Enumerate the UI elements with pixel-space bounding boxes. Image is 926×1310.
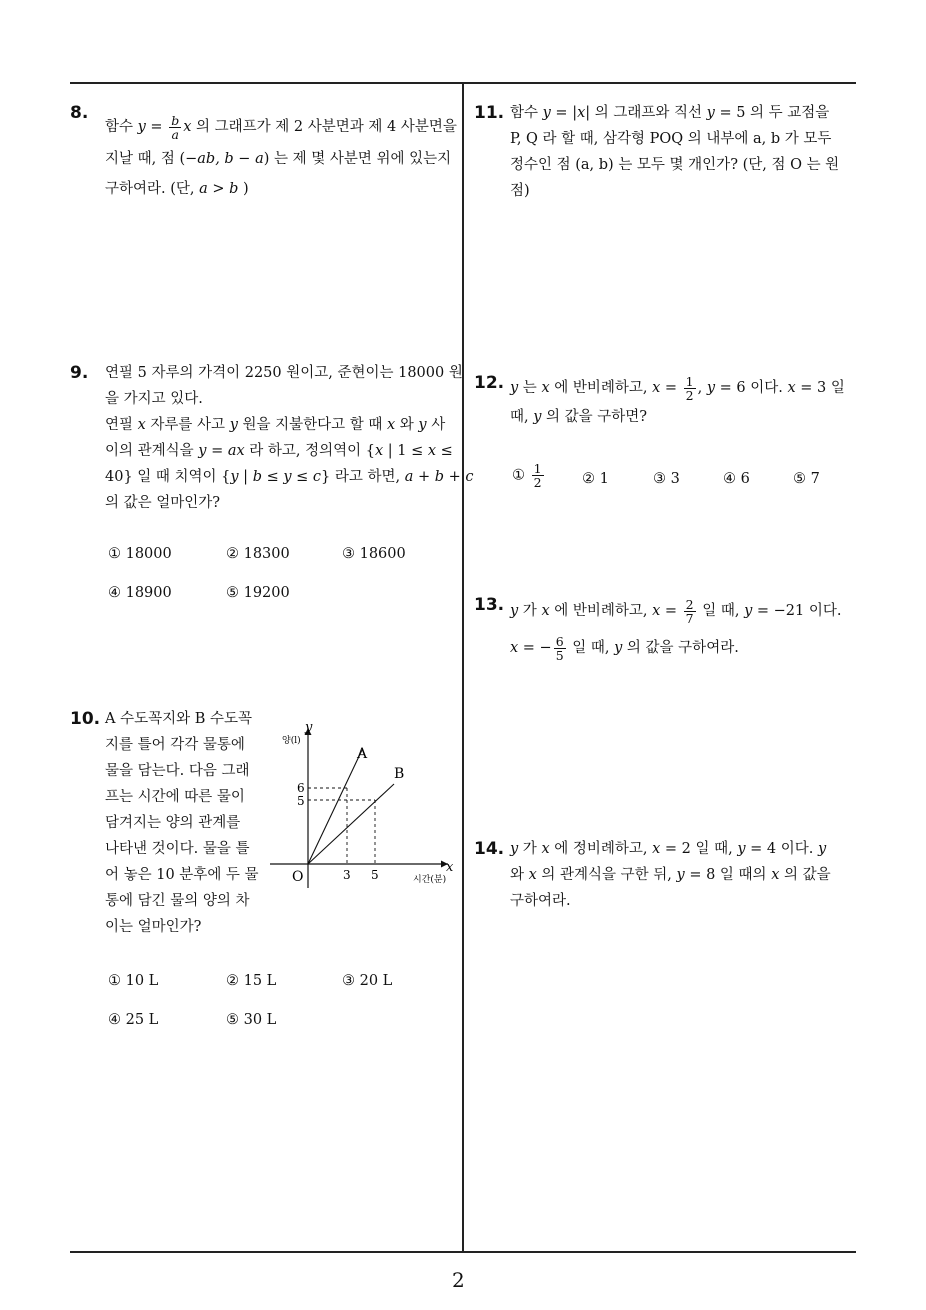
option-2[interactable]: ② 15 L: [226, 973, 277, 989]
x-tick-5: 5: [371, 868, 379, 882]
question-number: 10.: [70, 709, 101, 729]
y-tick-6: 6: [297, 781, 305, 795]
y-unit-label: 양(l): [282, 736, 301, 746]
question-number: 8.: [70, 103, 89, 123]
y-axis-label: y: [305, 720, 313, 735]
line-a-label: A: [357, 746, 368, 762]
x-tick-3: 3: [343, 868, 351, 882]
line-a: [308, 750, 362, 864]
option-5[interactable]: ⑤ 30 L: [226, 1012, 277, 1028]
option-5[interactable]: ⑤ 7: [793, 471, 820, 487]
option-4[interactable]: ④ 18900: [108, 585, 172, 601]
fraction: $\frac{b}{a}$: [171, 112, 180, 142]
fraction: $\frac{2}{7}$: [685, 596, 694, 626]
option-1[interactable]: ① $\frac{1}{2}$: [512, 461, 542, 490]
fraction: $\frac{6}{5}$: [555, 633, 564, 663]
page-number: 2: [452, 1268, 465, 1292]
line-b: [308, 784, 394, 864]
question-number: 13.: [474, 595, 505, 615]
column-divider: [462, 82, 464, 1252]
x-unit-label: 시간(분): [413, 875, 447, 885]
option-1[interactable]: ① 18000: [108, 546, 172, 562]
line-b-label: B: [394, 766, 405, 782]
question-text: y 가 x 에 반비례하고, x = $\frac{2}{7}$ 일 때, y = −21 이다. x = − $\frac{6}{5}$ 일 때, y 의 값을 구하여라.: [510, 596, 842, 663]
question-text: 함수 y = |x| 의 그래프와 직선 y = 5 의 두 교점을 P, Q 라 할 때, 삼각형 POQ 의 내부에 a, b 가 모두 정수인 점 (a, b) 는 모두 몇 개인가? (단, 점 O 는 원 점): [510, 105, 840, 199]
option-3[interactable]: ③ 18600: [342, 546, 406, 562]
question-number: 14.: [474, 839, 505, 859]
option-4[interactable]: ④ 25 L: [108, 1012, 159, 1028]
x-axis-label: x: [446, 860, 454, 875]
fraction: $\frac{1}{2}$: [685, 373, 694, 403]
question-number: 12.: [474, 373, 505, 393]
option-1[interactable]: ① 10 L: [108, 973, 159, 989]
option-3[interactable]: ③ 20 L: [342, 973, 393, 989]
question-number: 9.: [70, 363, 89, 383]
option-4[interactable]: ④ 6: [723, 471, 750, 487]
y-tick-5: 5: [297, 794, 305, 808]
question-text: A 수도꼭지와 B 수도꼭 지를 틀어 각각 물통에 물을 담는다. 다음 그래 프는 시간에 따른 물이 담겨지는 양의 관계를 나타낸 것이다. 물을 틀 어 놓은 10 분후에 두 물 통에 담긴 물의 양의 차 이는 얼마인가?: [105, 711, 259, 935]
option-2[interactable]: ② 18300: [226, 546, 290, 562]
option-5[interactable]: ⑤ 19200: [226, 585, 290, 601]
question-text: 함수 y = $\frac{b}{a}$ x 의 그래프가 제 2 사분면과 제 4 사분면을 지날 때, 점 (−ab, b − a) 는 제 몇 사분면 위에 있는지 구하여라. (단, a > b ): [105, 112, 457, 197]
question-text: y 가 x 에 정비례하고, x = 2 일 때, y = 4 이다. y 와 x 의 관계식을 구한 뒤, y = 8 일 때의 x 의 값을 구하여라.: [510, 841, 831, 909]
bottom-rule: [70, 1251, 856, 1253]
origin-label: O: [292, 869, 304, 885]
option-3[interactable]: ③ 3: [653, 471, 680, 487]
question-text: y 는 x 에 반비례하고, x = $\frac{1}{2}$ , y = 6 이다. x = 3 일 때, y 의 값을 구하면?: [510, 373, 845, 425]
fraction: $\frac{1}{2}$: [533, 461, 542, 490]
option-2[interactable]: ② 1: [582, 471, 609, 487]
question-text: 연필 5 자루의 가격이 2250 원이고, 준현이는 18000 원 을 가지고 있다. 연필 x 자루를 사고 y 원을 지불한다고 할 때 x 와 y 사 이의 관계식을 y = ax 라 하고, 정의역이 {x | 1 ≤ x ≤ 40} 일 때 치역이 {y | b ≤ y ≤ c} 라고 하면, a + b + c 의 값은 얼마인가?: [105, 365, 474, 511]
question-number: 11.: [474, 103, 505, 123]
water-graph: [270, 718, 460, 898]
